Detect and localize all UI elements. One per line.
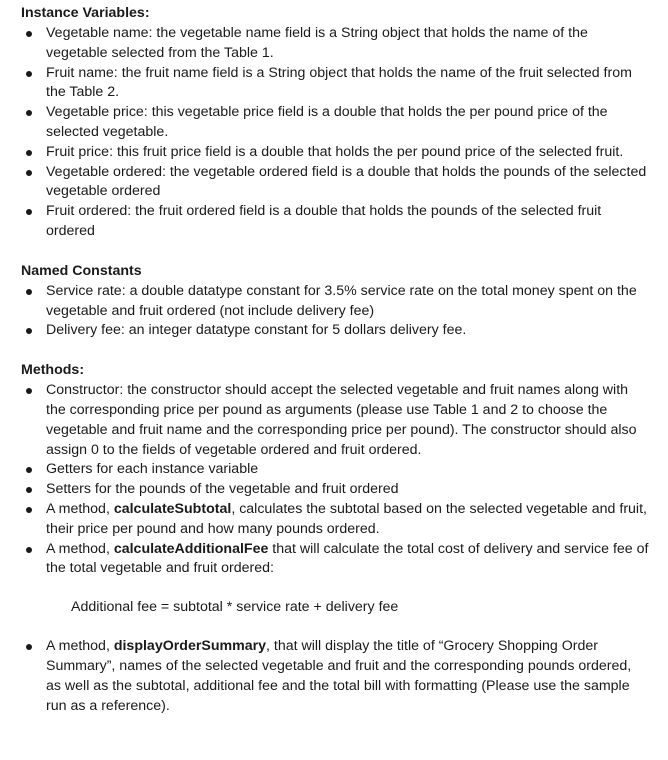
bullet-icon (26, 547, 32, 553)
list-item (21, 143, 649, 163)
bullet-icon (26, 209, 32, 215)
list-item-text: Service rate: a double datatype constant for 3.5% service rate on the total money spent on the vegetable and fruit ordered (not include delivery fee) (46, 282, 637, 319)
list-item (21, 24, 649, 64)
named-constants-list (21, 282, 649, 341)
list-item (21, 480, 649, 500)
section-spacer (21, 341, 649, 361)
bullet-icon (26, 110, 32, 116)
list-item (21, 637, 649, 716)
method-prefix: A method, (46, 540, 114, 557)
method-name-display-order-summary: displayOrderSummary (113, 638, 267, 655)
method-name-calculate-additional-fee: calculateAdditionalFee (113, 540, 269, 557)
section-spacer (21, 242, 649, 262)
instance-variables-heading: Instance Variables: (21, 5, 150, 21)
methods-list (21, 381, 649, 579)
bullet-icon (26, 170, 32, 176)
list-item (21, 540, 649, 580)
list-item (21, 500, 649, 540)
list-item (21, 282, 649, 322)
list-item (21, 321, 649, 341)
document-body (21, 4, 649, 716)
bullet-icon (26, 388, 32, 394)
bullet-icon (26, 289, 32, 295)
bullet-icon (26, 507, 32, 513)
getters-text: Getters for each instance variable (46, 461, 259, 478)
bullet-icon (26, 644, 32, 650)
list-item-text: Fruit price: this fruit price field is a double that holds the per pound price of the selected fruit. (46, 143, 624, 160)
bullet-icon (26, 467, 32, 473)
instance-variables-list (21, 24, 649, 242)
named-constants-heading: Named Constants (21, 262, 142, 279)
bullet-icon (26, 328, 32, 334)
list-item-text: Vegetable ordered: the vegetable ordered field is a double that holds the pounds of the selected vegetable ordered (46, 163, 647, 200)
methods-list-continued (21, 637, 649, 716)
list-item (21, 381, 649, 460)
additional-fee-formula: Additional fee = subtotal * service rate + delivery fee (71, 599, 399, 616)
list-item (21, 103, 649, 143)
constructor-text: Constructor: the constructor should accept the selected vegetable and fruit names along with the corresponding price per pound as arguments (please use Table 1 and 2 to choose the vegetable and fruit name and the corresponding price per pound). The constructor should also assign 0 to the fields of vegetable ordered and fruit ordered. (46, 382, 637, 458)
list-item-text: Vegetable name: the vegetable name field is a String object that holds the name of the vegetable selected from the Table 1. (46, 25, 588, 61)
list-item (21, 163, 649, 203)
list-item (21, 202, 649, 242)
methods-heading: Methods: (21, 362, 85, 379)
list-item (21, 64, 649, 104)
method-description: , that will display the title of “Grocery Shopping Order Summary”, names of the selected vegetable and fruit and the corresponding pounds ordered, as well as the subtotal, additional fee and the total bill with formatting (Please use the sample run as a reference). (46, 638, 632, 714)
list-item-text: Vegetable price: this vegetable price field is a double that holds the per pound price of the selected vegetable. (46, 104, 608, 140)
method-description: , calculates the subtotal based on the selected vegetable and fruit, their price per pound and how many pounds ordered. (46, 500, 647, 537)
bullet-icon (26, 150, 32, 156)
bullet-icon (26, 31, 32, 37)
list-item-text: Fruit name: the fruit name field is a String object that holds the name of the fruit selected from the Table 2. (46, 64, 632, 101)
bullet-icon (26, 71, 32, 77)
method-prefix: A method, (46, 500, 114, 517)
list-item-text: Fruit ordered: the fruit ordered field is a double that holds the pounds of the selected fruit ordered (46, 203, 602, 239)
method-description: that will calculate the total cost of delivery and service fee of the total vegetable and fruit ordered: (46, 540, 649, 577)
method-name-calculate-subtotal: calculateSubtotal (113, 500, 232, 517)
list-item-text: Delivery fee: an integer datatype constant for 5 dollars delivery fee. (46, 322, 467, 339)
list-item (21, 460, 649, 480)
method-prefix: A method, (46, 638, 114, 655)
bullet-icon (26, 487, 32, 493)
setters-text: Setters for the pounds of the vegetable and fruit ordered (46, 481, 399, 498)
